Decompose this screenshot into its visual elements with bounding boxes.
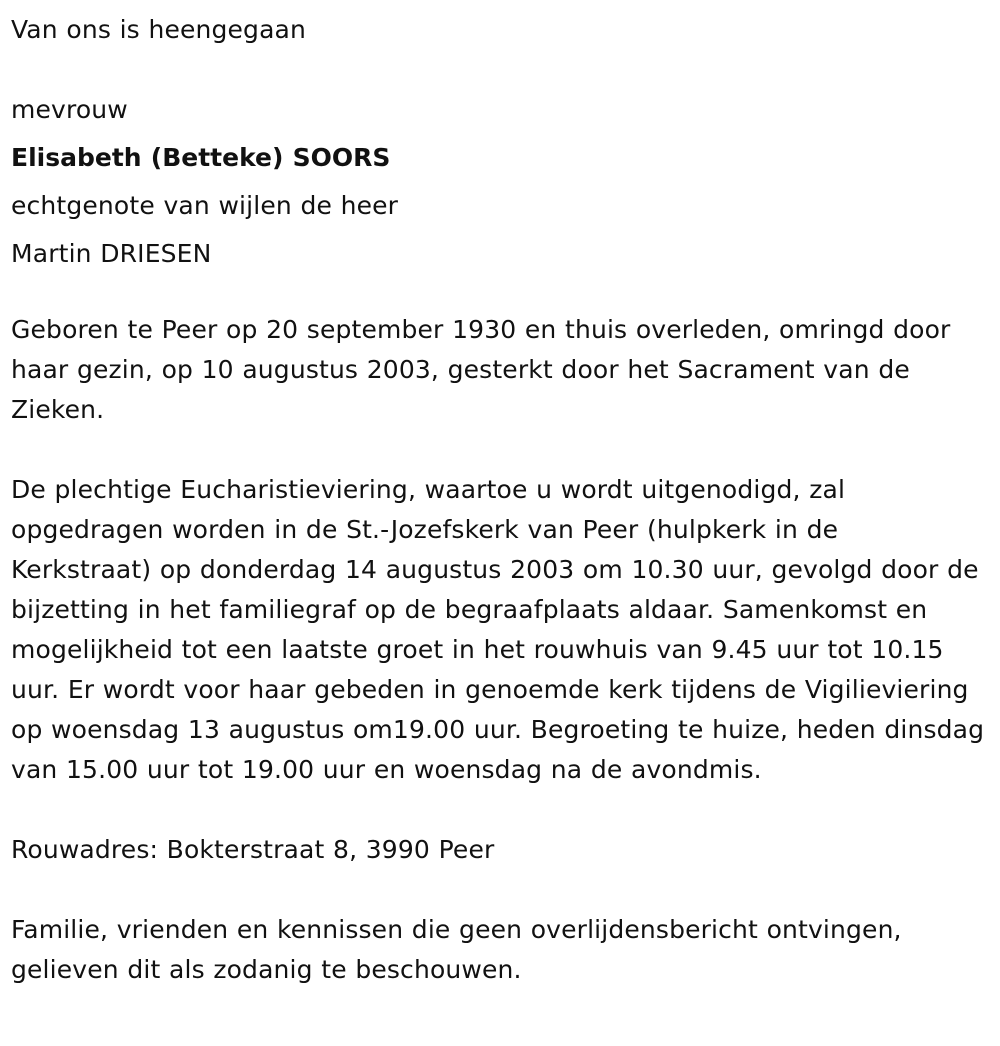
spacer (11, 430, 986, 470)
closing-paragraph: Familie, vrienden en kennissen die geen overlijdensbericht ontvingen, gelieven dit als zodanig te beschouwen. (11, 915, 902, 984)
spacer (11, 54, 986, 86)
spouse-name: Martin DRIESEN (11, 239, 212, 268)
obituary-notice (11, 6, 986, 990)
relation-text: echtgenote van wijlen de heer (11, 191, 399, 220)
spacer (11, 790, 986, 830)
intro-text: Van ons is heengegaan (11, 15, 307, 44)
birth-death-paragraph: Geboren te Peer op 20 september 1930 en thuis overleden, omringd door haar gezin, op 10 augustus 2003, gesterkt door het Sacrament van de Zieken. (11, 315, 951, 424)
spacer (11, 870, 986, 910)
ceremony-paragraph: De plechtige Eucharistieviering, waartoe u wordt uitgenodigd, zal opgedragen worden in de St.-Jozefskerk van Peer (hulpkerk in de Kerkstraat) op donderdag 14 augustus 2003 om 10.30 uur, gevolgd door de bijzetting in het familiegraf op de begraafplaats aldaar. Samenkomst en mogelijkheid tot een laatste groet in het rouwhuis van 9.45 uur tot 10.15 uur. Er wordt voor haar gebeden in genoemde kerk tijdens de Vigilieviering op woensdag 13 augustus om19.00 uur. Begroeting te huize, heden dinsdag van 15.00 uur tot 19.00 uur en woensdag na de avondmis. (11, 475, 985, 784)
deceased-name: Elisabeth (Betteke) SOORS (11, 143, 391, 172)
spacer (11, 278, 986, 310)
title-prefix: mevrouw (11, 95, 128, 124)
mourning-address: Rouwadres: Bokterstraat 8, 3990 Peer (11, 835, 495, 864)
